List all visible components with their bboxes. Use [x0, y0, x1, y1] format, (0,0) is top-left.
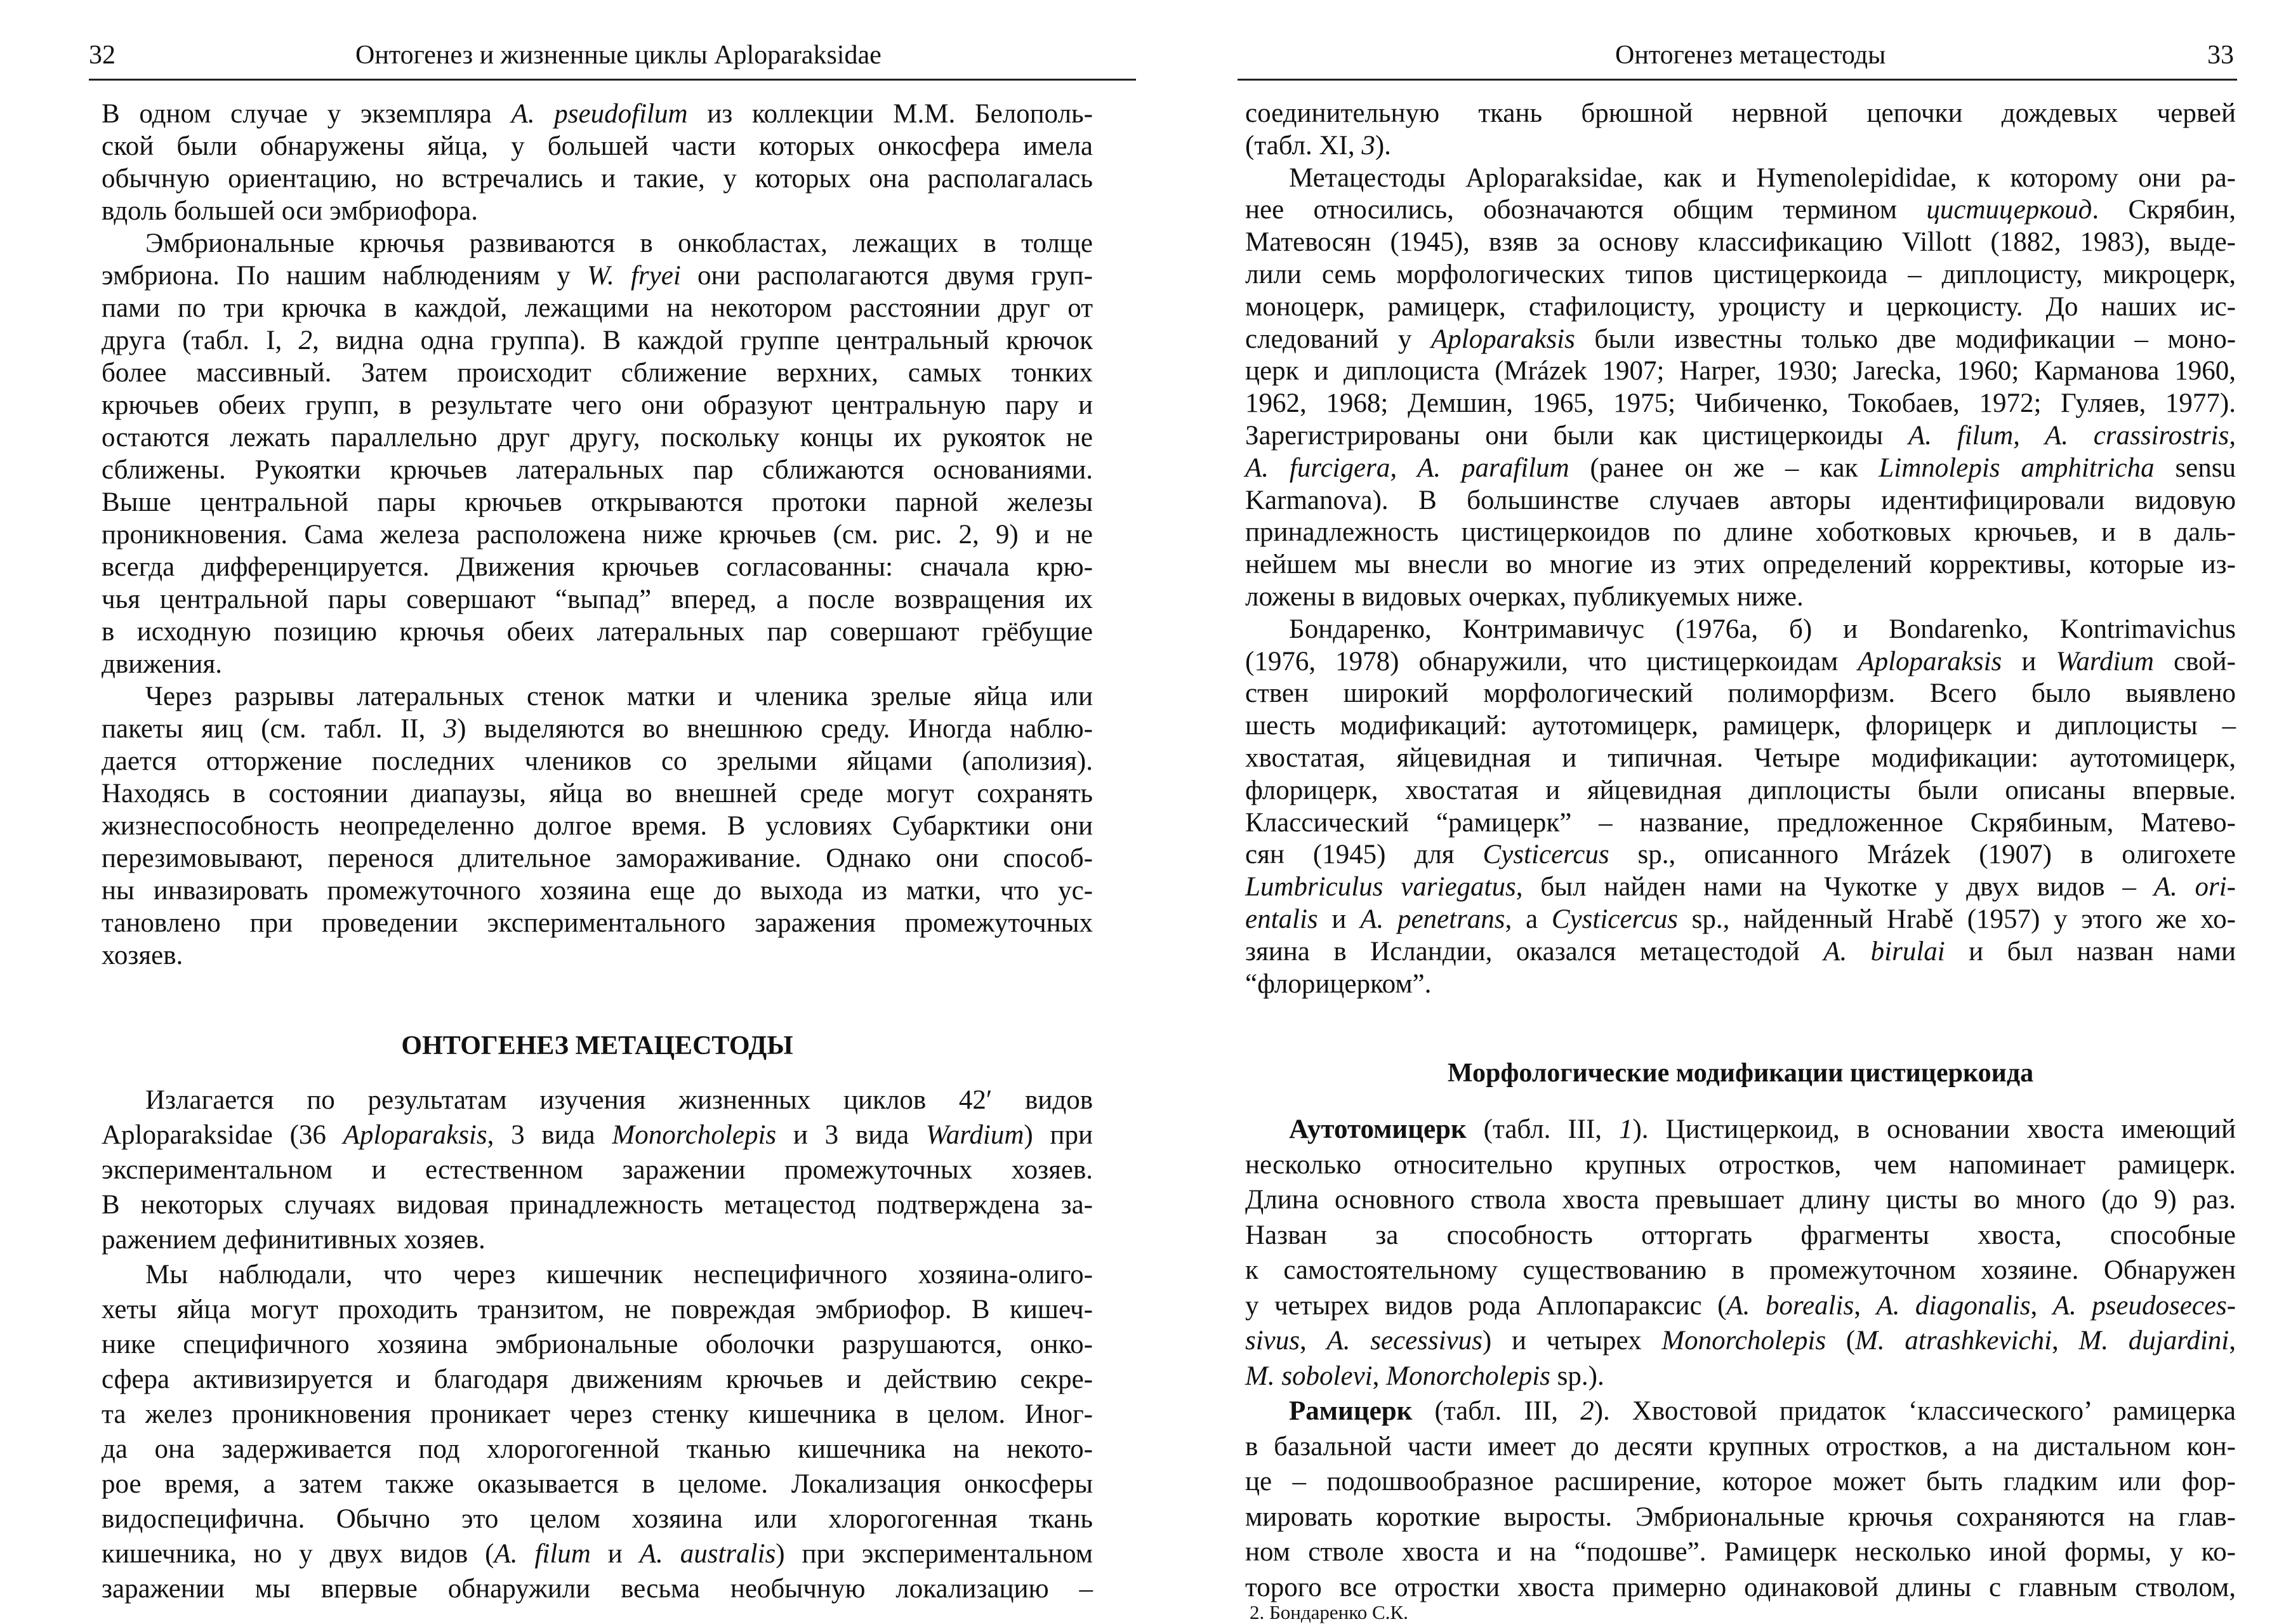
text-line — [1245, 871, 2236, 904]
text-run: (1976, 1978) обнаружили, что цистицеркоидам — [1245, 646, 1858, 677]
text-run: sensu — [2154, 452, 2236, 483]
right-text-block-bottom — [1245, 1112, 2236, 1605]
italic-text-run: Monorcholepis — [612, 1120, 777, 1150]
text-line: да она задерживается под хлорогогенной тканью кишечника на некото- — [102, 1434, 1093, 1464]
paragraph — [1245, 98, 2236, 162]
text-run: (табл. XI, — [1245, 130, 1362, 161]
text-run: , был найден нами на Чукотке у двух видов – — [1516, 872, 2154, 902]
text-line: хвостатая, яйцевидная и типичная. Четыре модификации: аутотомицерк, — [1245, 743, 2236, 773]
text-run: , — [1372, 1361, 1387, 1391]
text-line: рое время, а затем также оказывается в целоме. Локализация онкосферы — [102, 1469, 1093, 1499]
text-run: ) выделяются во внешнюю среду. Иногда наблю- — [457, 714, 1093, 744]
text-line — [1245, 936, 2236, 968]
italic-text-run: M. atrashkevichi — [1855, 1326, 2052, 1356]
text-line: пами по три крючка в каждой, лежащими на некотором расстоянии друг от — [102, 293, 1093, 323]
text-line — [1245, 1394, 2236, 1429]
italic-text-run: 2 — [298, 326, 313, 355]
italic-text-run: A. penetrans — [1360, 904, 1505, 934]
italic-text-run: A. filum — [494, 1539, 591, 1569]
italic-text-run: Monorcholepis — [1661, 1326, 1826, 1356]
bold-term: Аутотомицерк — [1289, 1114, 1467, 1144]
text-run: , — [2229, 1326, 2236, 1356]
text-line: несколько относительно крупных отростков, чем напоминает рамицерк. — [1245, 1149, 2236, 1180]
text-line: флорицерк, хвостатая и яйцевидная диплоцисты были описаны впервые. — [1245, 775, 2236, 805]
text-line — [1245, 420, 2236, 452]
text-run: sp., найденный Hrabě (1957) у этого же хо- — [1677, 904, 2236, 934]
text-run: кишечника, но у двух видов ( — [102, 1539, 494, 1569]
text-line: Классический “рамицерк” – название, предложенное Скрябиным, Матево- — [1245, 807, 2236, 838]
italic-text-run: Limnolepis amphitricha — [1879, 452, 2155, 483]
text-line: в базальной части имеет до десяти крупных отростков, а на дистальном кон- — [1245, 1431, 2236, 1462]
text-run: , видна одна группа). В каждой группе центральный крючок — [312, 326, 1093, 355]
text-line: В некоторых случаях видовая принадлежность метацестод подтверждена за- — [102, 1190, 1093, 1220]
text-line: 1962, 1968; Демшин, 1965, 1975; Чибиченко, Токобаев, 1972; Гуляев, 1977). — [1245, 388, 2236, 419]
text-line — [1245, 452, 2236, 485]
text-line: мировать короткие выросты. Эмбриональные крючья сохраняются на глав- — [1245, 1502, 2236, 1532]
italic-text-run: A. filum, A. crassirostris, — [1908, 420, 2236, 451]
italic-text-run: 3 — [1361, 130, 1375, 161]
italic-text-run: A. diagonalis — [1876, 1290, 2031, 1321]
running-head-left: Онтогенез и жизненные циклы Aploparaksidae — [355, 41, 882, 70]
header-rule-left — [89, 79, 1136, 81]
text-line: крючьев обеих групп, в результате чего они образуют центральную пару и — [102, 390, 1093, 420]
text-run: свой- — [2153, 646, 2236, 677]
text-run: и — [590, 1539, 640, 1569]
italic-text-run: Aploparaksis — [1430, 324, 1575, 354]
text-run: и 3 вида — [776, 1120, 926, 1150]
text-run: ). Хвостовой придаток ‘классического’ рамицерка — [1594, 1396, 2236, 1426]
header-rule-right — [1238, 79, 2237, 81]
text-line: та желез проникновения проникает через стенку кишечника в целом. Иног- — [102, 1399, 1093, 1429]
text-line: дается отторжение последних члеников со зрелыми яйцами (аполизия). — [102, 746, 1093, 776]
text-line: Через разрывы латеральных стенок матки и членика зрелые яйца или — [145, 682, 1093, 711]
text-line: моноцерк, рамицерк, стафилоцисту, уроцисту и церкоцисту. До наших ис- — [1245, 291, 2236, 322]
text-run: ) при экспериментальном — [776, 1539, 1093, 1569]
text-line: видоспецифична. Обычно это целом хозяина или хлорогогенная ткань — [102, 1504, 1093, 1534]
text-run: эмбриона. По нашим наблюдениям у — [102, 261, 588, 291]
text-line: Выше центральной пары крючьев открываются протоки парной железы — [102, 487, 1093, 517]
italic-text-run: A. pseudofilum — [511, 99, 688, 129]
paragraph — [102, 1257, 1093, 1606]
text-line: Бондаренко, Контримавичус (1976а, б) и Bondarenko, Kontrimavichus — [1289, 614, 2236, 644]
text-line: Мы наблюдали, что через кишечник неспецифичного хозяина-олиго- — [145, 1260, 1093, 1290]
running-head-right: Онтогенез метацестоды — [1615, 41, 1886, 70]
italic-text-run: Monorcholepis — [1386, 1361, 1550, 1391]
italic-text-run: 3 — [443, 714, 458, 744]
italic-text-run: Lumbriculus variegatus — [1245, 872, 1516, 902]
text-run: (табл. III, — [1466, 1114, 1619, 1144]
text-line: ражением дефинитивных хозяев. — [102, 1225, 485, 1255]
text-line: принадлежность цистицеркоидов по длине хоботковых крючьев, и в даль- — [1245, 517, 2236, 548]
text-line: ны инвазировать промежуточного хозяина еще до выхода из матки, что ус- — [102, 876, 1093, 906]
right-text-block-top — [1245, 98, 2236, 1000]
text-run: (табл. III, — [1412, 1396, 1581, 1426]
paragraph — [102, 98, 1093, 227]
text-line: ном стволе хвоста и на “подошве”. Рамицерк несколько иной формы, у ко- — [1245, 1537, 2236, 1567]
paragraph — [102, 680, 1093, 972]
text-line — [102, 98, 1093, 130]
text-run: Зарегистрированы они были как цистицеркоиды — [1245, 420, 1908, 451]
section-heading-morphological-modifications: Морфологические модификации цистицеркоида — [1447, 1059, 2034, 1088]
italic-text-run: A. secessivus — [1326, 1326, 1483, 1356]
text-line — [102, 1118, 1093, 1152]
text-line — [1245, 839, 2236, 871]
text-run: из коллекции М.М. Белополь- — [687, 99, 1093, 129]
italic-text-run: M. sobolevi — [1245, 1361, 1373, 1391]
text-run: нее относились, обозначаются общим термином — [1245, 195, 1927, 225]
text-line — [102, 1536, 1093, 1571]
text-line: сфера активизируется и благодаря движениям крючьев и действию секре- — [102, 1364, 1093, 1394]
text-run: они располагаются двумя груп- — [680, 261, 1093, 291]
text-run: и — [1318, 904, 1361, 934]
text-line: к самостоятельному существованию в промежуточном хозяине. Обнаружен — [1245, 1255, 2236, 1285]
italic-text-run: Wardium — [925, 1120, 1024, 1150]
left-text-block-top — [102, 98, 1093, 972]
text-line: Назван за способность отторгать фрагменты хвоста, способные — [1245, 1220, 2236, 1250]
text-line: вдоль большей оси эмбриофора. — [102, 196, 478, 226]
left-text-block-bottom — [102, 1083, 1093, 1606]
text-line: в исходную позицию крючья обеих латеральных пар совершают грёбущие — [102, 617, 1093, 647]
text-run: sp., описанного Mrázek (1907) в олигохете — [1609, 840, 2236, 870]
text-run: у четырех видов рода Аплопараксис ( — [1245, 1290, 1727, 1321]
text-line — [102, 260, 1093, 292]
bold-term: Рамицерк — [1289, 1396, 1413, 1426]
text-run: друга (табл. I, — [102, 326, 299, 355]
text-line — [1245, 904, 2236, 936]
italic-text-run: 2 — [1580, 1396, 1594, 1426]
text-line: сближены. Рукоятки крючьев латеральных пар сближаются основаниями. — [102, 455, 1093, 485]
text-line — [1245, 1112, 2236, 1147]
text-run: , — [2030, 1290, 2053, 1321]
italic-text-run: W. fryei — [587, 261, 681, 291]
signature-footnote: 2. Бондаренко С.К. — [1250, 1601, 1408, 1623]
italic-text-run: A. ori- — [2153, 872, 2236, 902]
text-line: жизнеспособность неопределенно долгое время. В условиях Субарктики они — [102, 811, 1093, 841]
text-line: Излагается по результатам изучения жизненных циклов 42′ видов — [145, 1085, 1093, 1115]
italic-text-run: 1 — [1618, 1114, 1633, 1144]
italic-text-run: sivus — [1245, 1326, 1300, 1356]
section-heading-ontogenesis: ОНТОГЕНЕЗ МЕТАЦЕСТОДЫ — [401, 1031, 793, 1060]
text-line: це – подошвообразное расширение, которое может быть гладким или фор- — [1245, 1467, 2236, 1496]
text-run: ) при — [1024, 1120, 1093, 1150]
text-line: хеты яйца могут проходить транзитом, не повреждая эмбриофор. В кишеч- — [102, 1295, 1093, 1324]
text-line: хозяев. — [102, 941, 183, 970]
text-run: сян (1945) для — [1245, 840, 1483, 870]
text-run: (ранее он же – как — [1569, 452, 1879, 483]
text-line: Находясь в состоянии диапаузы, яйца во внешней среде могут сохранять — [102, 779, 1093, 809]
text-line: шесть модификаций: аутотомицерк, рамицерк, флорицерк и диплоцисты – — [1245, 711, 2236, 741]
italic-text-run: A. pseudoseces- — [2052, 1290, 2236, 1321]
italic-text-run: Aploparaksis — [343, 1120, 487, 1150]
text-line: обычную ориентацию, но встречались и такие, у которых она располагалась — [102, 164, 1093, 194]
italic-text-run: A. furcigera, A. parafilum — [1245, 452, 1569, 483]
paragraph — [102, 1083, 1093, 1257]
paragraph — [1245, 1112, 2236, 1394]
text-run: ) и четырех — [1482, 1326, 1662, 1356]
text-run: , 3 вида — [487, 1120, 612, 1150]
text-line: Эмбриональные крючья развиваются в онкобластах, лежащих в толще — [145, 228, 1093, 258]
text-line: проникновения. Сама железа расположена ниже крючьев (см. рис. 2, 9) и не — [102, 520, 1093, 550]
text-run: зяина в Исландии, оказался метацестодой — [1245, 936, 1824, 967]
text-line: нике специфичного хозяина эмбриональные оболочки разрушаются, онко- — [102, 1330, 1093, 1359]
italic-text-run: цистицеркоид — [1926, 195, 2092, 225]
text-line: Метацестоды Aploparaksidae, как и Hymenolepididae, к которому они ра- — [1289, 162, 2236, 193]
text-line: движения. — [102, 649, 222, 679]
text-run: пакеты яиц (см. табл. II, — [102, 714, 444, 744]
text-line: лили семь морфологических типов цистицеркоида – диплоцисту, микроцерк, — [1245, 259, 2236, 289]
italic-text-run: M. dujardini — [2078, 1326, 2229, 1356]
text-line: перезимовывают, перенося длительное замораживание. Однако они способ- — [102, 843, 1093, 873]
text-run: , — [1300, 1326, 1327, 1356]
text-run: , а — [1505, 904, 1552, 934]
text-line: ской были обнаружены яйца, у большей части которых онкосфера имела — [102, 131, 1093, 161]
page-number-right: 33 — [2207, 41, 2234, 70]
italic-text-run: A. borealis — [1726, 1290, 1854, 1321]
page-number-left: 32 — [89, 41, 116, 70]
text-run: ( — [1826, 1326, 1856, 1356]
text-line: более массивный. Затем происходит сближение верхних, самых тонких — [102, 358, 1093, 388]
text-line — [102, 713, 1093, 745]
text-line: Karmanova). В большинстве случаев авторы идентифицировали видовую — [1245, 485, 2236, 515]
text-line: Матевосян (1945), взяв за основу классификацию Villott (1882, 1983), выде- — [1245, 227, 2236, 258]
text-line: торого все отростки хвоста примерно одинаковой длины с главным стволом, — [1245, 1572, 2236, 1602]
italic-text-run: Cysticercus — [1483, 840, 1609, 870]
text-line: ложены в видовых очерках, публикуемых ниже. — [1245, 581, 1804, 612]
italic-text-run: entalis — [1245, 904, 1318, 934]
text-line — [1245, 1323, 2236, 1359]
italic-text-run: Aploparaksis — [1858, 646, 2002, 677]
text-run: ). Цистицеркоид, в основании хвоста имеющий — [1632, 1114, 2236, 1144]
text-line — [1245, 1288, 2236, 1324]
text-run: ). — [1375, 130, 1391, 161]
text-run: , — [2052, 1326, 2079, 1356]
text-line — [1245, 324, 2236, 356]
text-run: следований у — [1245, 324, 1431, 354]
text-line — [1245, 1359, 2236, 1394]
text-run: В одном случае у экземпляра — [102, 99, 512, 129]
text-line: заражении мы впервые обнаружили весьма необычную локализацию – — [102, 1574, 1093, 1604]
text-line: Длина основного ствола хвоста превышает длину цисты во много (до 9) раз. — [1245, 1185, 2236, 1215]
italic-text-run: Cysticercus — [1551, 904, 1678, 934]
text-line — [1245, 646, 2236, 678]
text-line — [1245, 130, 2236, 162]
text-line: ствен широкий морфологический полиморфизм. Всего было выявлено — [1245, 678, 2236, 709]
paragraph — [1245, 1394, 2236, 1605]
text-line: соединительную ткань брюшной нервной цепочки дождевых червей — [1245, 98, 2236, 128]
italic-text-run: A. australis — [639, 1539, 776, 1569]
text-line: всегда дифференцируется. Движения крючьев согласованны: сначала крю- — [102, 552, 1093, 582]
paragraph — [102, 227, 1093, 680]
text-run: . Скрябин, — [2092, 195, 2236, 225]
text-run: sp.). — [1550, 1361, 1604, 1391]
text-line: церк и диплоциста (Mrázek 1907; Harper, 1930; Jarecka, 1960; Карманова 1960, — [1245, 356, 2236, 386]
text-line: экспериментальном и естественном заражении промежуточных хозяев. — [102, 1155, 1093, 1185]
italic-text-run: A. birulai — [1823, 936, 1945, 967]
paragraph — [1245, 614, 2236, 1001]
text-line — [102, 324, 1093, 357]
text-line: нейшем мы внесли во многие из этих определений коррективы, которые из- — [1245, 550, 2236, 580]
text-line: тановлено при проведении экспериментального заражения промежуточных — [102, 908, 1093, 938]
text-line: остаются лежать параллельно друг другу, поскольку концы их рукояток не — [102, 423, 1093, 452]
text-run: и — [2002, 646, 2056, 677]
text-run: и был назван нами — [1945, 936, 2236, 967]
text-line: “флорицерком”. — [1245, 968, 1432, 999]
text-line: чья центральной пары совершают “выпад” вперед, а после возвращения их — [102, 584, 1093, 614]
text-line — [1245, 194, 2236, 227]
text-run: Aploparaksidae (36 — [102, 1120, 343, 1150]
italic-text-run: Wardium — [2056, 646, 2154, 677]
paragraph — [1245, 162, 2236, 614]
text-run: были известны только две модификации – моно- — [1575, 324, 2236, 354]
text-run: , — [1854, 1290, 1877, 1321]
